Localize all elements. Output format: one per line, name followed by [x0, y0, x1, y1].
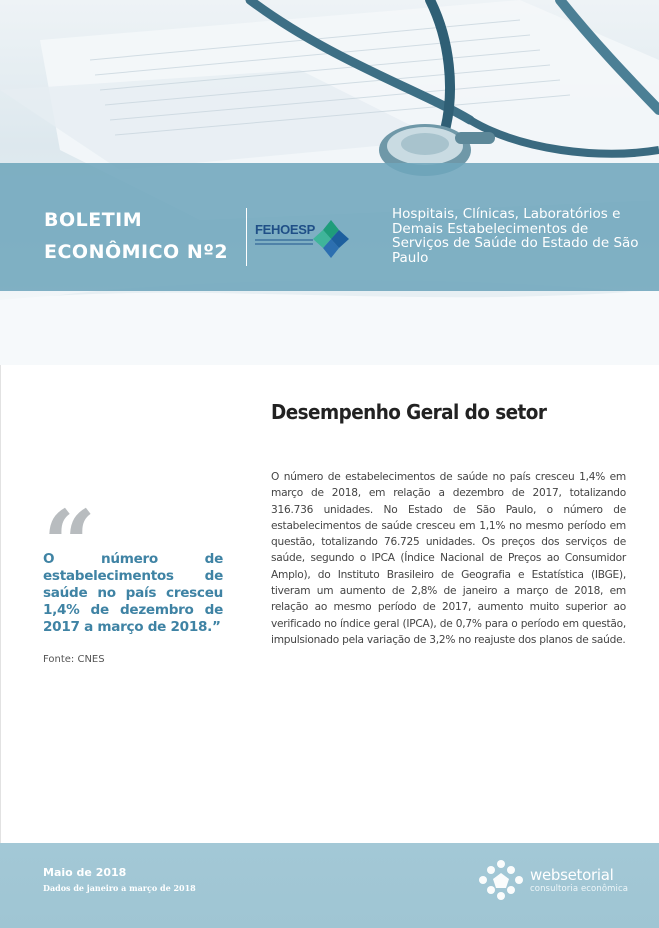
footer-data-range: Dados de janeiro a março de 2018: [43, 883, 196, 893]
page-edge: [0, 365, 1, 843]
section-title: Desempenho Geral do setor: [271, 400, 547, 424]
source-note: Fonte: CNES: [43, 654, 105, 665]
bulletin-title-line1: BOLETIM: [44, 209, 143, 231]
body-paragraph: O número de estabelecimentos de saúde no país cresceu 1,4% em março de 2018, em relação a dezembro de 2017, totalizando 316.736 unidades. No Estado de São Paulo, o número de estabelecimentos de saúde cresceu em 1,1% no mesmo período em questão, totalizando 76.725 unidades. Os preços dos serviços de saúde, segundo o IPCA (Índice Nacional de Preços ao Consumidor Amplo), do Instituto Brasileiro de Geografia e Estatística (IBGE), tiveram um aumento de 2,8% de janeiro a março de 2018, em relação ao mesmo período de 2017, aumento muito superior ao verificado no índice geral (IPCA), de 0,7% para o período em questão, impulsionado pela variação de 3,2% no reajuste dos planos de saúde.: [271, 471, 626, 646]
quote-mark-icon: “: [43, 490, 96, 598]
websetorial-logo-icon: [477, 858, 525, 900]
fehoesp-logo: [255, 218, 355, 262]
bulletin-title-line2: ECONÔMICO Nº2: [44, 241, 229, 263]
fehoesp-logo-text: FEHOESP: [255, 222, 316, 237]
organization-description: Hospitais, Clínicas, Laboratórios e Demais Estabelecimentos de Serviços de Saúde do Estado de São Paulo: [392, 206, 639, 266]
bulletin-title: [44, 204, 244, 268]
fehoesp-logo-tagline-icon: [255, 239, 313, 249]
websetorial-brand-name: websetorial: [530, 866, 614, 884]
fehoesp-cross-icon: [313, 220, 349, 258]
websetorial-brand-subtitle: consultoria econômica: [530, 884, 629, 894]
footer-date: Maio de 2018: [43, 866, 127, 879]
header-divider: [246, 208, 247, 266]
pull-quote: O número de estabelecimentos de saúde no país cresceu 1,4% de dezembro de 2017 a março de 2018.”: [43, 551, 223, 635]
